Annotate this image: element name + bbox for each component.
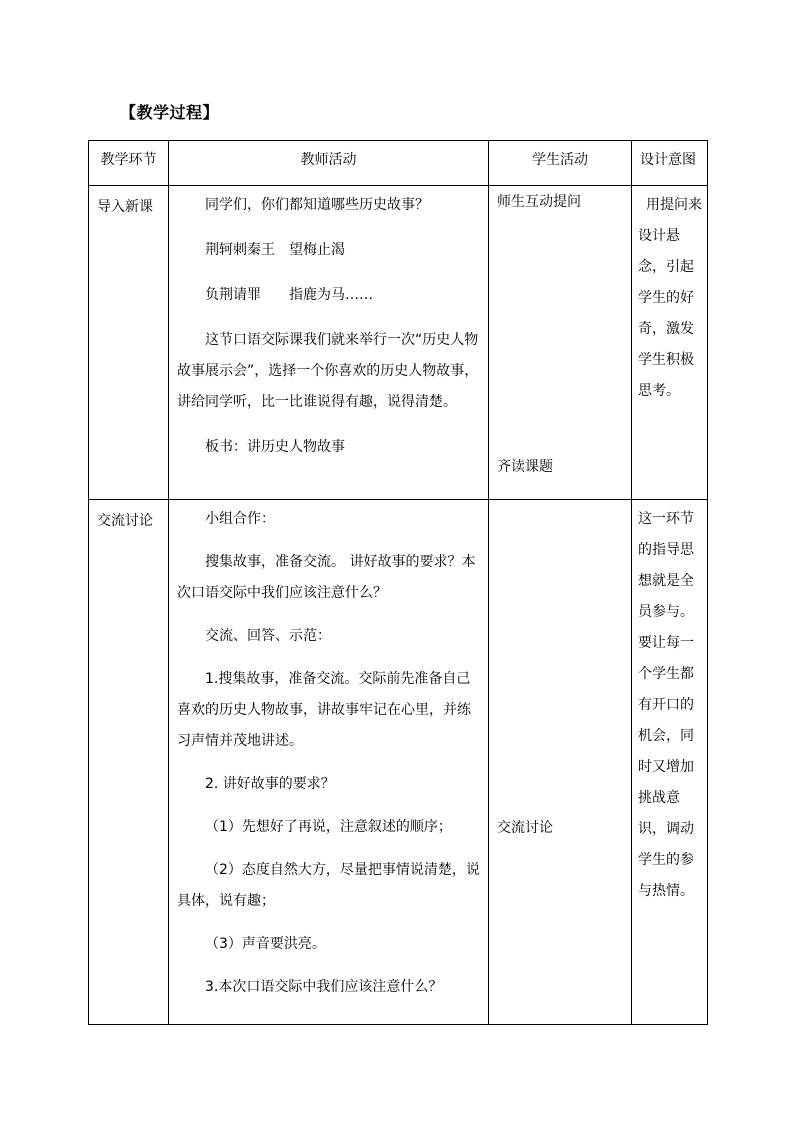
section-title: 【教学过程】 (120, 103, 220, 122)
table-row (89, 500, 708, 1025)
teaching-process-table (88, 140, 708, 1025)
design-intent-cell (632, 186, 708, 500)
student-activity-text: 交流讨论 (497, 820, 553, 836)
student-activity-text: 齐读课题 (497, 459, 553, 475)
teacher-activity-cell (169, 500, 489, 1025)
teacher-line: 负荆请罪 指鹿为马…… (205, 287, 373, 303)
teacher-line: 同学们，你们都知道哪些历史故事？ (205, 197, 429, 213)
student-activity-cell (489, 500, 632, 1025)
stage-cell: 交流讨论 (89, 500, 169, 1025)
teacher-line: 搜集故事，准备交流。 讲好故事的要求？本次口语交际中我们应该注意什么？ (177, 554, 476, 601)
teacher-line: （2）态度自然大方，尽量把事情说清楚，说具体，说有趣； (177, 862, 480, 909)
table-header-row (89, 141, 708, 186)
design-intent-cell (632, 500, 708, 1025)
teacher-line: （3）声音要洪亮。 (205, 936, 326, 952)
header-student: 学生活动 (489, 141, 632, 186)
student-activity-cell (489, 186, 632, 500)
design-intent-text: 用提问来设计悬念，引起学生的好奇，激发学生积极思考。 (638, 197, 702, 399)
teacher-line: 荆轲刺秦王 望梅止渴 (205, 242, 345, 258)
design-intent-text: 这一环节的指导思想就是全员参与。要让每一个学生都有开口的机会，同时又增加挑战意识，调动学生的参与热情。 (638, 511, 694, 899)
table-row (89, 186, 708, 500)
teacher-activity-cell (169, 186, 489, 500)
teacher-line: 小组合作： (205, 511, 275, 527)
teacher-line: 这节口语交际课我们就来举行一次“历史人物故事展示会”，选择一个你喜欢的历史人物故事，讲给同学听，比一比谁说得有趣，说得清楚。 (177, 332, 479, 410)
teacher-line: 2. 讲好故事的要求？ (205, 776, 335, 792)
teacher-line: 1.搜集故事，准备交流。交际前先准备自己喜欢的历史人物故事，讲故事牢记在心里，并练习声情并茂地讲述。 (177, 671, 471, 749)
student-activity-text: 师生互动提问 (497, 194, 581, 210)
teacher-line: （1）先想好了再说，注意叙述的顺序； (205, 819, 452, 835)
header-intent: 设计意图 (632, 141, 708, 186)
teacher-line: 3.本次口语交际中我们应该注意什么？ (205, 979, 443, 995)
header-stage: 教学环节 (89, 141, 169, 186)
teacher-line: 板书：讲历史人物故事 (205, 439, 345, 455)
teacher-line: 交流、回答、示范： (205, 628, 331, 644)
stage-cell: 导入新课 (89, 186, 169, 500)
header-teacher: 教师活动 (169, 141, 489, 186)
